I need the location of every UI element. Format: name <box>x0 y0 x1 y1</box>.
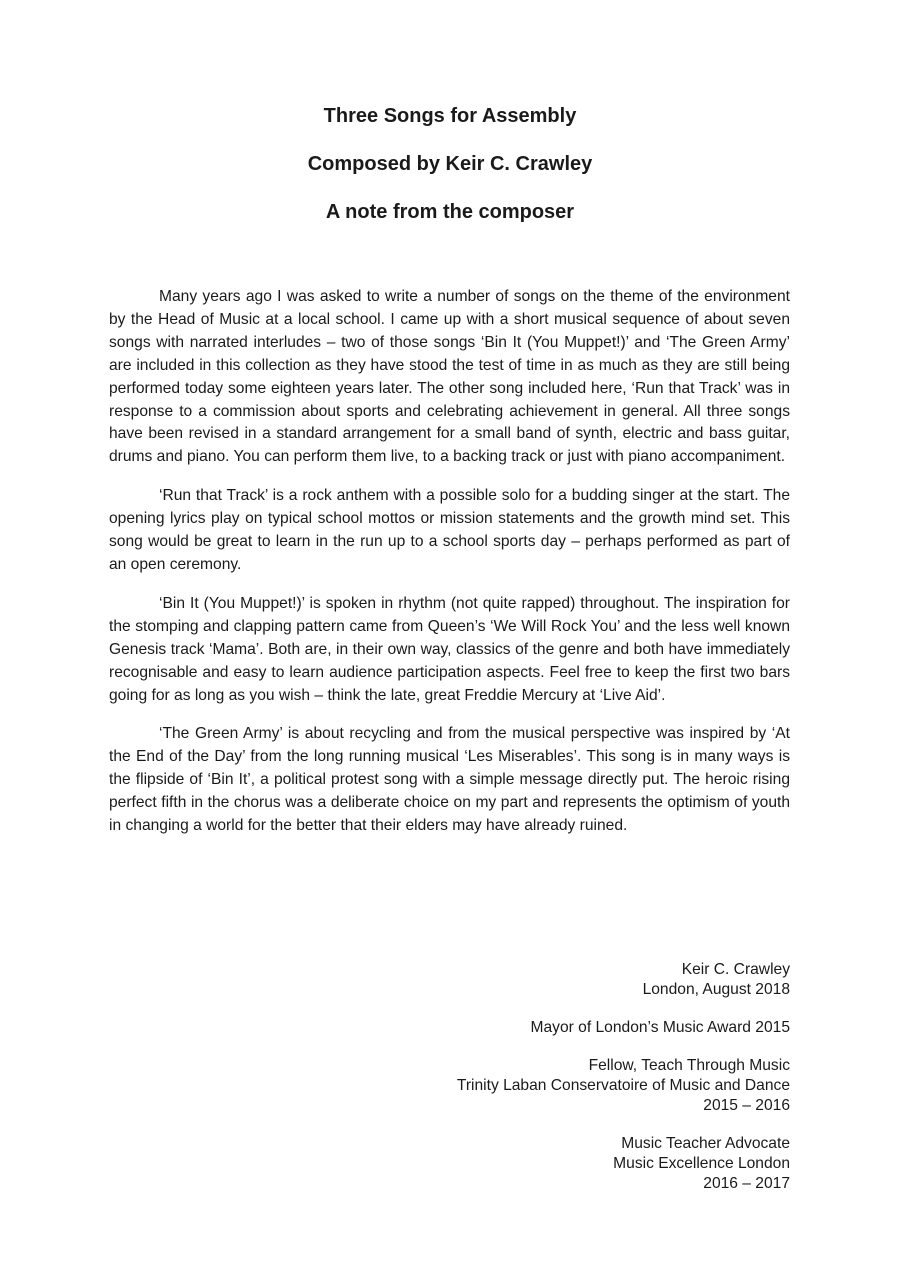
signature-name: Keir C. Crawley <box>681 961 790 978</box>
paragraph-run-that-track: ‘Run that Track’ is a rock anthem with a possible solo for a budding singer at the start. The opening lyrics play on typical school mottos or mission statements and the growth mind set. This song would be great to learn in the run up to a school sports day – perhaps performed as part of an open ceremony. <box>109 487 790 573</box>
advocate-org: Music Excellence London <box>613 1155 790 1172</box>
composer-credit: Composed by Keir C. Crawley <box>307 153 593 175</box>
fellowship-title: Fellow, Teach Through Music <box>588 1057 790 1074</box>
composer-note-body <box>109 286 790 854</box>
signature-block <box>300 960 790 1212</box>
award-block <box>300 1018 790 1038</box>
paragraph-green-army: ‘The Green Army’ is about recycling and from the musical perspective was inspired by ‘At the End of the Day’ from the long running musical ‘Les Miserables’. This song is in many ways is the flipside of ‘Bin It’, a political protest song with a simple message directly put. The heroic rising perfect fifth in the chorus was a deliberate choice on my part and represents the optimism of youth in changing a world for the better that their elders may have already ruined. <box>109 725 790 835</box>
award-line: Mayor of London’s Music Award 2015 <box>530 1019 790 1036</box>
advocate-title: Music Teacher Advocate <box>621 1135 790 1152</box>
fellowship-years: 2015 – 2016 <box>703 1097 790 1114</box>
title-block <box>0 104 900 248</box>
fellowship-block <box>300 1056 790 1116</box>
fellowship-org: Trinity Laban Conservatoire of Music and Dance <box>456 1077 790 1094</box>
signature-place-date: London, August 2018 <box>642 981 790 998</box>
document-title: Three Songs for Assembly <box>323 105 577 127</box>
signature-name-block <box>300 960 790 1000</box>
paragraph-bin-it: ‘Bin It (You Muppet!)’ is spoken in rhythm (not quite rapped) throughout. The inspiration for the stomping and clapping pattern came from Queen’s ‘We Will Rock You’ and the less well known Genesis track ‘Mama’. Both are, in their own way, classics of the genre and both have immediately recognisable and easy to learn audience participation aspects. Feel free to keep the first two bars going for as long as you wish – think the late, great Freddie Mercury at ‘Live Aid’. <box>109 594 790 704</box>
section-heading: A note from the composer <box>325 201 575 223</box>
advocate-block <box>300 1134 790 1194</box>
advocate-years: 2016 – 2017 <box>703 1175 790 1192</box>
paragraph-intro: Many years ago I was asked to write a number of songs on the theme of the environment by the Head of Music at a local school. I came up with a short musical sequence of about seven songs with narrated interludes – two of those songs ‘Bin It (You Muppet!)’ and ‘The Green Army’ are included in this collection as they have stood the test of time in as much as they are still being performed today some eighteen years later. The other song included here, ‘Run that Track’ was in response to a commission about sports and celebrating achievement in general. All three songs have been revised in a standard arrangement for a small band of synth, electric and bass guitar, drums and piano. You can perform them live, to a backing track or just with piano accompaniment. <box>109 288 790 466</box>
